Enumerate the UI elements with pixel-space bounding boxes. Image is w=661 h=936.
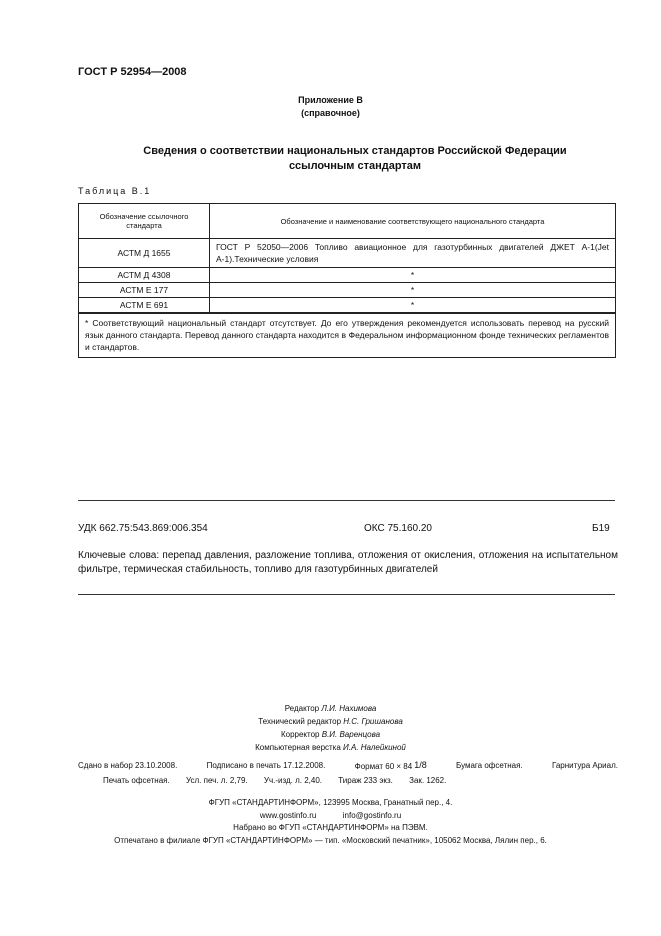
credit-label: Редактор — [284, 704, 320, 713]
credit-corrector — [0, 728, 661, 741]
publisher-contacts — [0, 810, 661, 823]
oks-code: ОКС 75.160.20 — [364, 523, 432, 534]
print-type: Печать офсетная. — [103, 776, 170, 785]
keywords: Ключевые слова: перепад давления, разложение топлива, отложения от окисления, отложения на испытательном фильтре, термическая стабильность, топливо для газотурбинных двигателей — [78, 550, 618, 575]
publisher-address: ФГУП «СТАНДАРТИНФОРМ», 123995 Москва, Гранатный пер., 4. — [208, 798, 453, 807]
standards-table — [78, 203, 616, 358]
publisher-email[interactable]: info@gostinfo.ru — [342, 810, 402, 820]
font: Гарнитура Ариал. — [551, 761, 618, 770]
credit-person: Н.С. Гришанова — [343, 717, 403, 726]
format-fraction: 1/8 — [414, 760, 427, 770]
credit-label: Корректор — [280, 730, 320, 739]
table-row — [79, 283, 616, 298]
col-header-reference: Обозначение ссылочного стандарта — [79, 204, 210, 239]
credit-tech-editor — [0, 715, 661, 728]
reference-standard: АСТМ Е 691 — [79, 298, 210, 314]
credit-person: Л.И. Нахимова — [321, 704, 377, 713]
credit-label: Компьютерная верстка — [255, 743, 341, 752]
printer-info — [0, 797, 661, 847]
credit-label: Технический редактор — [258, 717, 342, 726]
signed-date: Подписано в печать 17.12.2008. — [206, 761, 326, 770]
document-title-line1: Сведения о соответствии национальных стандартов Российской Федерации — [143, 145, 567, 157]
print-sheets: Усл. печ. л. 2,79. — [185, 776, 248, 785]
reference-standard: АСТМ Е 177 — [79, 283, 210, 298]
table-note-row — [79, 313, 616, 358]
credit-editor — [0, 702, 661, 715]
publishing-row-2 — [78, 774, 618, 788]
table-header-row — [79, 204, 616, 239]
publishing-row-1 — [78, 759, 618, 774]
table-caption: Таблица В.1 — [78, 186, 152, 196]
table-row — [79, 298, 616, 314]
document-title-line2: ссылочным стандартам — [288, 160, 422, 172]
appendix-type: (справочное) — [301, 108, 360, 118]
credit-person: И.А. Налейкиной — [343, 743, 406, 752]
credit-person: В.И. Варенцова — [321, 730, 381, 739]
sent-date: Сдано в набор 23.10.2008. — [78, 761, 178, 770]
format — [355, 759, 427, 774]
classification-code: Б19 — [592, 523, 610, 534]
udk-code: УДК 662.75:543.869:006.354 — [78, 523, 208, 534]
national-standard: * — [210, 283, 616, 298]
edition-sheets: Уч.-изд. л. 2,40. — [263, 776, 323, 785]
reference-standard: АСТМ Д 4308 — [79, 268, 210, 283]
appendix-title: Приложение В — [298, 95, 363, 105]
publishing-info — [78, 759, 618, 788]
publisher-site[interactable]: www.gostinfo.ru — [259, 810, 317, 820]
format-prefix: Формат 60 × 84 — [354, 762, 413, 771]
table-footnote: * Соответствующий национальный стандарт отсутствует. До его утверждения рекомендуется использовать перевод на русский язык данного стандарта. Перевод данного стандарта находится в Федеральном информационном фонде технических регламентов и стандартов. — [79, 313, 616, 358]
divider-bottom — [78, 594, 615, 595]
divider-top — [78, 500, 615, 501]
national-standard: * — [210, 268, 616, 283]
credit-layout — [0, 741, 661, 754]
printed-info: Отпечатано в филиале ФГУП «СТАНДАРТИНФОРМ» — тип. «Московский печатник», 105062 Москва, Лялин пер., 6. — [114, 835, 547, 845]
reference-standard: АСТМ Д 1655 — [79, 239, 210, 268]
print-run: Тираж 233 экз. — [338, 776, 393, 785]
standard-number: ГОСТ Р 52954—2008 — [78, 66, 187, 78]
table-row — [79, 268, 616, 283]
national-standard: * — [210, 298, 616, 314]
document-title — [90, 144, 620, 174]
credits-block — [0, 702, 661, 754]
national-standard: ГОСТ Р 52050—2006 Топливо авиационное для газотурбинных двигателей ДЖЕТ А-1(Jet А-1).Технические условия — [210, 239, 616, 268]
typeset-info: Набрано во ФГУП «СТАНДАРТИНФОРМ» на ПЭВМ. — [233, 823, 428, 832]
table-row — [79, 239, 616, 268]
paper: Бумага офсетная. — [456, 761, 523, 770]
order-number: Зак. 1262. — [409, 776, 447, 785]
col-header-national: Обозначение и наименование соответствующего национального стандарта — [210, 204, 616, 239]
